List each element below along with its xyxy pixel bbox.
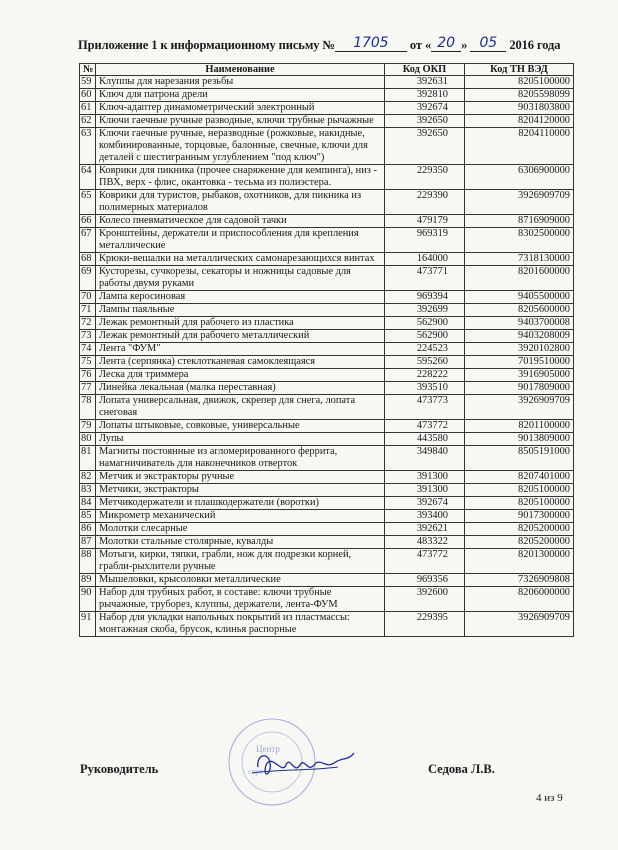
row-okp: 473772 bbox=[385, 549, 465, 574]
row-number: 88 bbox=[80, 549, 96, 574]
row-name: Ключ-адаптер динамометрический электронный bbox=[96, 102, 385, 115]
row-number: 79 bbox=[80, 420, 96, 433]
row-number: 86 bbox=[80, 523, 96, 536]
row-okp: 562900 bbox=[385, 330, 465, 343]
row-okp: 595260 bbox=[385, 356, 465, 369]
row-tnved: 8716909000 bbox=[465, 215, 574, 228]
row-name: Микрометр механический bbox=[96, 510, 385, 523]
row-tnved: 3920102800 bbox=[465, 343, 574, 356]
row-tnved: 3926909709 bbox=[465, 612, 574, 637]
row-okp: 392650 bbox=[385, 128, 465, 165]
table-row bbox=[80, 89, 574, 102]
table-row bbox=[80, 317, 574, 330]
row-tnved: 8207401000 bbox=[465, 471, 574, 484]
row-name: Лупы bbox=[96, 433, 385, 446]
table-row bbox=[80, 446, 574, 471]
table-row bbox=[80, 523, 574, 536]
table-row bbox=[80, 574, 574, 587]
header-from: от « bbox=[409, 38, 432, 52]
row-name: Метчик и экстракторы ручные bbox=[96, 471, 385, 484]
row-okp: 392699 bbox=[385, 304, 465, 317]
header-suffix: 2016 года bbox=[509, 38, 561, 52]
row-name: Лопата универсальная, движок, скрепер для снега, лопата снеговая bbox=[96, 395, 385, 420]
svg-text:серт: серт bbox=[248, 767, 263, 776]
table-row bbox=[80, 115, 574, 128]
row-tnved: 8204110000 bbox=[465, 128, 574, 165]
row-okp: 473772 bbox=[385, 420, 465, 433]
row-number: 65 bbox=[80, 190, 96, 215]
product-codes-table bbox=[79, 63, 574, 637]
row-okp: 392674 bbox=[385, 102, 465, 115]
row-tnved: 9017300000 bbox=[465, 510, 574, 523]
row-tnved: 8201600000 bbox=[465, 266, 574, 291]
table-row bbox=[80, 76, 574, 89]
row-tnved: 9017809000 bbox=[465, 382, 574, 395]
table-row bbox=[80, 587, 574, 612]
row-okp: 392810 bbox=[385, 89, 465, 102]
row-name: Мышеловки, крысоловки металлические bbox=[96, 574, 385, 587]
row-number: 82 bbox=[80, 471, 96, 484]
table-row bbox=[80, 330, 574, 343]
table-row bbox=[80, 215, 574, 228]
row-tnved: 3916905000 bbox=[465, 369, 574, 382]
row-tnved: 8205598099 bbox=[465, 89, 574, 102]
row-name: Лампы паяльные bbox=[96, 304, 385, 317]
table-row bbox=[80, 266, 574, 291]
header-sep: » bbox=[461, 38, 468, 52]
row-name: Лампа керосиновая bbox=[96, 291, 385, 304]
row-tnved: 9403208009 bbox=[465, 330, 574, 343]
row-number: 81 bbox=[80, 446, 96, 471]
row-number: 73 bbox=[80, 330, 96, 343]
row-okp: 479179 bbox=[385, 215, 465, 228]
row-okp: 392674 bbox=[385, 497, 465, 510]
row-name: Набор для укладки напольных покрытий из пластмассы: монтажная скоба, брусок, клинья распорные bbox=[96, 612, 385, 637]
table-row bbox=[80, 549, 574, 574]
letter-number: 1705 bbox=[335, 35, 407, 52]
row-name: Колесо пневматическое для садовой тачки bbox=[96, 215, 385, 228]
table-row bbox=[80, 420, 574, 433]
row-name: Коврики для пикника (прочее снаряжение для кемпинга), низ - ПВХ, верх - флис, окантовка - тесьма из полиэстера. bbox=[96, 165, 385, 190]
row-number: 90 bbox=[80, 587, 96, 612]
row-number: 62 bbox=[80, 115, 96, 128]
row-okp: 391300 bbox=[385, 484, 465, 497]
row-name: Ключи гаечные ручные, неразводные (рожковые, накидные, комбинированные, торцовые, балонные, свечные, ключи для деталей с шестигранным углублением "под ключ") bbox=[96, 128, 385, 165]
row-name: Метчики, экстракторы bbox=[96, 484, 385, 497]
row-tnved: 8205100000 bbox=[465, 497, 574, 510]
table-header-row bbox=[80, 64, 574, 76]
row-okp: 969319 bbox=[385, 228, 465, 253]
row-okp: 164000 bbox=[385, 253, 465, 266]
table-row bbox=[80, 471, 574, 484]
row-okp: 392650 bbox=[385, 115, 465, 128]
row-name: Кусторезы, сучкорезы, секаторы и ножницы садовые для работы двумя руками bbox=[96, 266, 385, 291]
row-number: 64 bbox=[80, 165, 96, 190]
row-name: Клуппы для нарезания резьбы bbox=[96, 76, 385, 89]
row-tnved: 8205200000 bbox=[465, 523, 574, 536]
row-okp: 483322 bbox=[385, 536, 465, 549]
table-row bbox=[80, 497, 574, 510]
row-number: 69 bbox=[80, 266, 96, 291]
row-okp: 969394 bbox=[385, 291, 465, 304]
table-row bbox=[80, 395, 574, 420]
row-tnved: 8302500000 bbox=[465, 228, 574, 253]
row-number: 71 bbox=[80, 304, 96, 317]
row-number: 63 bbox=[80, 128, 96, 165]
row-name: Лежак ремонтный для рабочего из пластика bbox=[96, 317, 385, 330]
row-name: Магниты постоянные из агломерированного феррита, намагничиватель для наконечников отверток bbox=[96, 446, 385, 471]
table-row bbox=[80, 128, 574, 165]
row-tnved: 8205100000 bbox=[465, 484, 574, 497]
row-tnved: 8201100000 bbox=[465, 420, 574, 433]
table-row bbox=[80, 253, 574, 266]
table-body bbox=[80, 76, 574, 637]
table-row bbox=[80, 356, 574, 369]
row-name: Ключи гаечные ручные разводные, ключи трубные рычажные bbox=[96, 115, 385, 128]
table-row bbox=[80, 304, 574, 317]
row-name: Ключ для патрона дрели bbox=[96, 89, 385, 102]
table-row bbox=[80, 291, 574, 304]
row-name: Леска для триммера bbox=[96, 369, 385, 382]
row-tnved: 8205100000 bbox=[465, 76, 574, 89]
row-okp: 392600 bbox=[385, 587, 465, 612]
row-tnved: 7318130000 bbox=[465, 253, 574, 266]
row-okp: 229390 bbox=[385, 190, 465, 215]
row-name: Крюки-вешалки на металлических самонарезающихся винтах bbox=[96, 253, 385, 266]
document-header bbox=[78, 37, 560, 54]
row-tnved: 8205200000 bbox=[465, 536, 574, 549]
row-tnved: 9013809000 bbox=[465, 433, 574, 446]
row-tnved: 3926909709 bbox=[465, 395, 574, 420]
row-okp: 562900 bbox=[385, 317, 465, 330]
row-number: 72 bbox=[80, 317, 96, 330]
row-number: 75 bbox=[80, 356, 96, 369]
row-number: 60 bbox=[80, 89, 96, 102]
row-name: Молотки слесарные bbox=[96, 523, 385, 536]
table-row bbox=[80, 510, 574, 523]
row-name: Мотыги, кирки, тяпки, грабли, нож для подрезки корней, грабли-рыхлители ручные bbox=[96, 549, 385, 574]
row-tnved: 8205600000 bbox=[465, 304, 574, 317]
row-tnved: 8505191000 bbox=[465, 446, 574, 471]
row-number: 91 bbox=[80, 612, 96, 637]
row-okp: 392631 bbox=[385, 76, 465, 89]
row-okp: 391300 bbox=[385, 471, 465, 484]
header-tnved: Код ТН ВЭД bbox=[465, 64, 574, 76]
row-number: 74 bbox=[80, 343, 96, 356]
row-okp: 224523 bbox=[385, 343, 465, 356]
row-number: 78 bbox=[80, 395, 96, 420]
row-number: 77 bbox=[80, 382, 96, 395]
row-tnved: 3926909709 bbox=[465, 190, 574, 215]
row-number: 80 bbox=[80, 433, 96, 446]
signature bbox=[238, 745, 358, 785]
row-tnved: 9405500000 bbox=[465, 291, 574, 304]
header-name: Наименование bbox=[96, 64, 385, 76]
row-name: Лента (серпянка) стеклотканевая самоклеящаяся bbox=[96, 356, 385, 369]
row-name: Лежак ремонтный для рабочего металлический bbox=[96, 330, 385, 343]
row-tnved: 8201300000 bbox=[465, 549, 574, 574]
row-okp: 228222 bbox=[385, 369, 465, 382]
row-name: Лента "ФУМ" bbox=[96, 343, 385, 356]
row-okp: 393510 bbox=[385, 382, 465, 395]
row-okp: 443580 bbox=[385, 433, 465, 446]
letter-day: 20 bbox=[431, 35, 461, 52]
row-okp: 473773 bbox=[385, 395, 465, 420]
row-number: 89 bbox=[80, 574, 96, 587]
row-name: Коврики для туристов, рыбаков, охотников, для пикника из полимерных материалов bbox=[96, 190, 385, 215]
row-name: Линейка лекальная (малка переставная) bbox=[96, 382, 385, 395]
row-number: 85 bbox=[80, 510, 96, 523]
row-tnved: 8204120000 bbox=[465, 115, 574, 128]
row-tnved: 9031803800 bbox=[465, 102, 574, 115]
row-okp: 229350 bbox=[385, 165, 465, 190]
row-okp: 393400 bbox=[385, 510, 465, 523]
table-row bbox=[80, 433, 574, 446]
row-okp: 349840 bbox=[385, 446, 465, 471]
row-number: 68 bbox=[80, 253, 96, 266]
row-okp: 392621 bbox=[385, 523, 465, 536]
row-number: 61 bbox=[80, 102, 96, 115]
row-tnved: 8206000000 bbox=[465, 587, 574, 612]
row-name: Метчикодержатели и плашкодержатели (воротки) bbox=[96, 497, 385, 510]
row-number: 66 bbox=[80, 215, 96, 228]
table-row bbox=[80, 382, 574, 395]
signatory-title: Руководитель bbox=[80, 762, 159, 776]
row-number: 84 bbox=[80, 497, 96, 510]
table-row bbox=[80, 190, 574, 215]
letter-month: 05 bbox=[470, 35, 506, 52]
row-tnved: 7019510000 bbox=[465, 356, 574, 369]
header-okp: Код ОКП bbox=[385, 64, 465, 76]
table-row bbox=[80, 484, 574, 497]
row-number: 87 bbox=[80, 536, 96, 549]
row-tnved: 9403700008 bbox=[465, 317, 574, 330]
row-number: 67 bbox=[80, 228, 96, 253]
row-name: Молотки стальные столярные, кувалды bbox=[96, 536, 385, 549]
row-okp: 229395 bbox=[385, 612, 465, 637]
table-row bbox=[80, 536, 574, 549]
header-number: № bbox=[80, 64, 96, 76]
row-number: 70 bbox=[80, 291, 96, 304]
row-name: Лопаты штыковые, совковые, универсальные bbox=[96, 420, 385, 433]
table-row bbox=[80, 369, 574, 382]
row-tnved: 6306900000 bbox=[465, 165, 574, 190]
page-number: 4 из 9 bbox=[536, 792, 563, 804]
table-row bbox=[80, 228, 574, 253]
svg-text:Центр: Центр bbox=[256, 744, 280, 754]
row-number: 83 bbox=[80, 484, 96, 497]
row-number: 76 bbox=[80, 369, 96, 382]
row-name: Набор для трубных работ, в составе: ключи трубные рычажные, труборез, клуппы, держатели, лента-ФУМ bbox=[96, 587, 385, 612]
table-row bbox=[80, 165, 574, 190]
row-name: Кронштейны, держатели и приспособления для крепления металлические bbox=[96, 228, 385, 253]
row-tnved: 7326909808 bbox=[465, 574, 574, 587]
row-okp: 969356 bbox=[385, 574, 465, 587]
table-row bbox=[80, 102, 574, 115]
row-okp: 473771 bbox=[385, 266, 465, 291]
table-row bbox=[80, 612, 574, 637]
table-row bbox=[80, 343, 574, 356]
row-number: 59 bbox=[80, 76, 96, 89]
header-prefix: Приложение 1 к информационному письму № bbox=[78, 38, 335, 52]
signatory-name: Седова Л.В. bbox=[428, 762, 495, 776]
